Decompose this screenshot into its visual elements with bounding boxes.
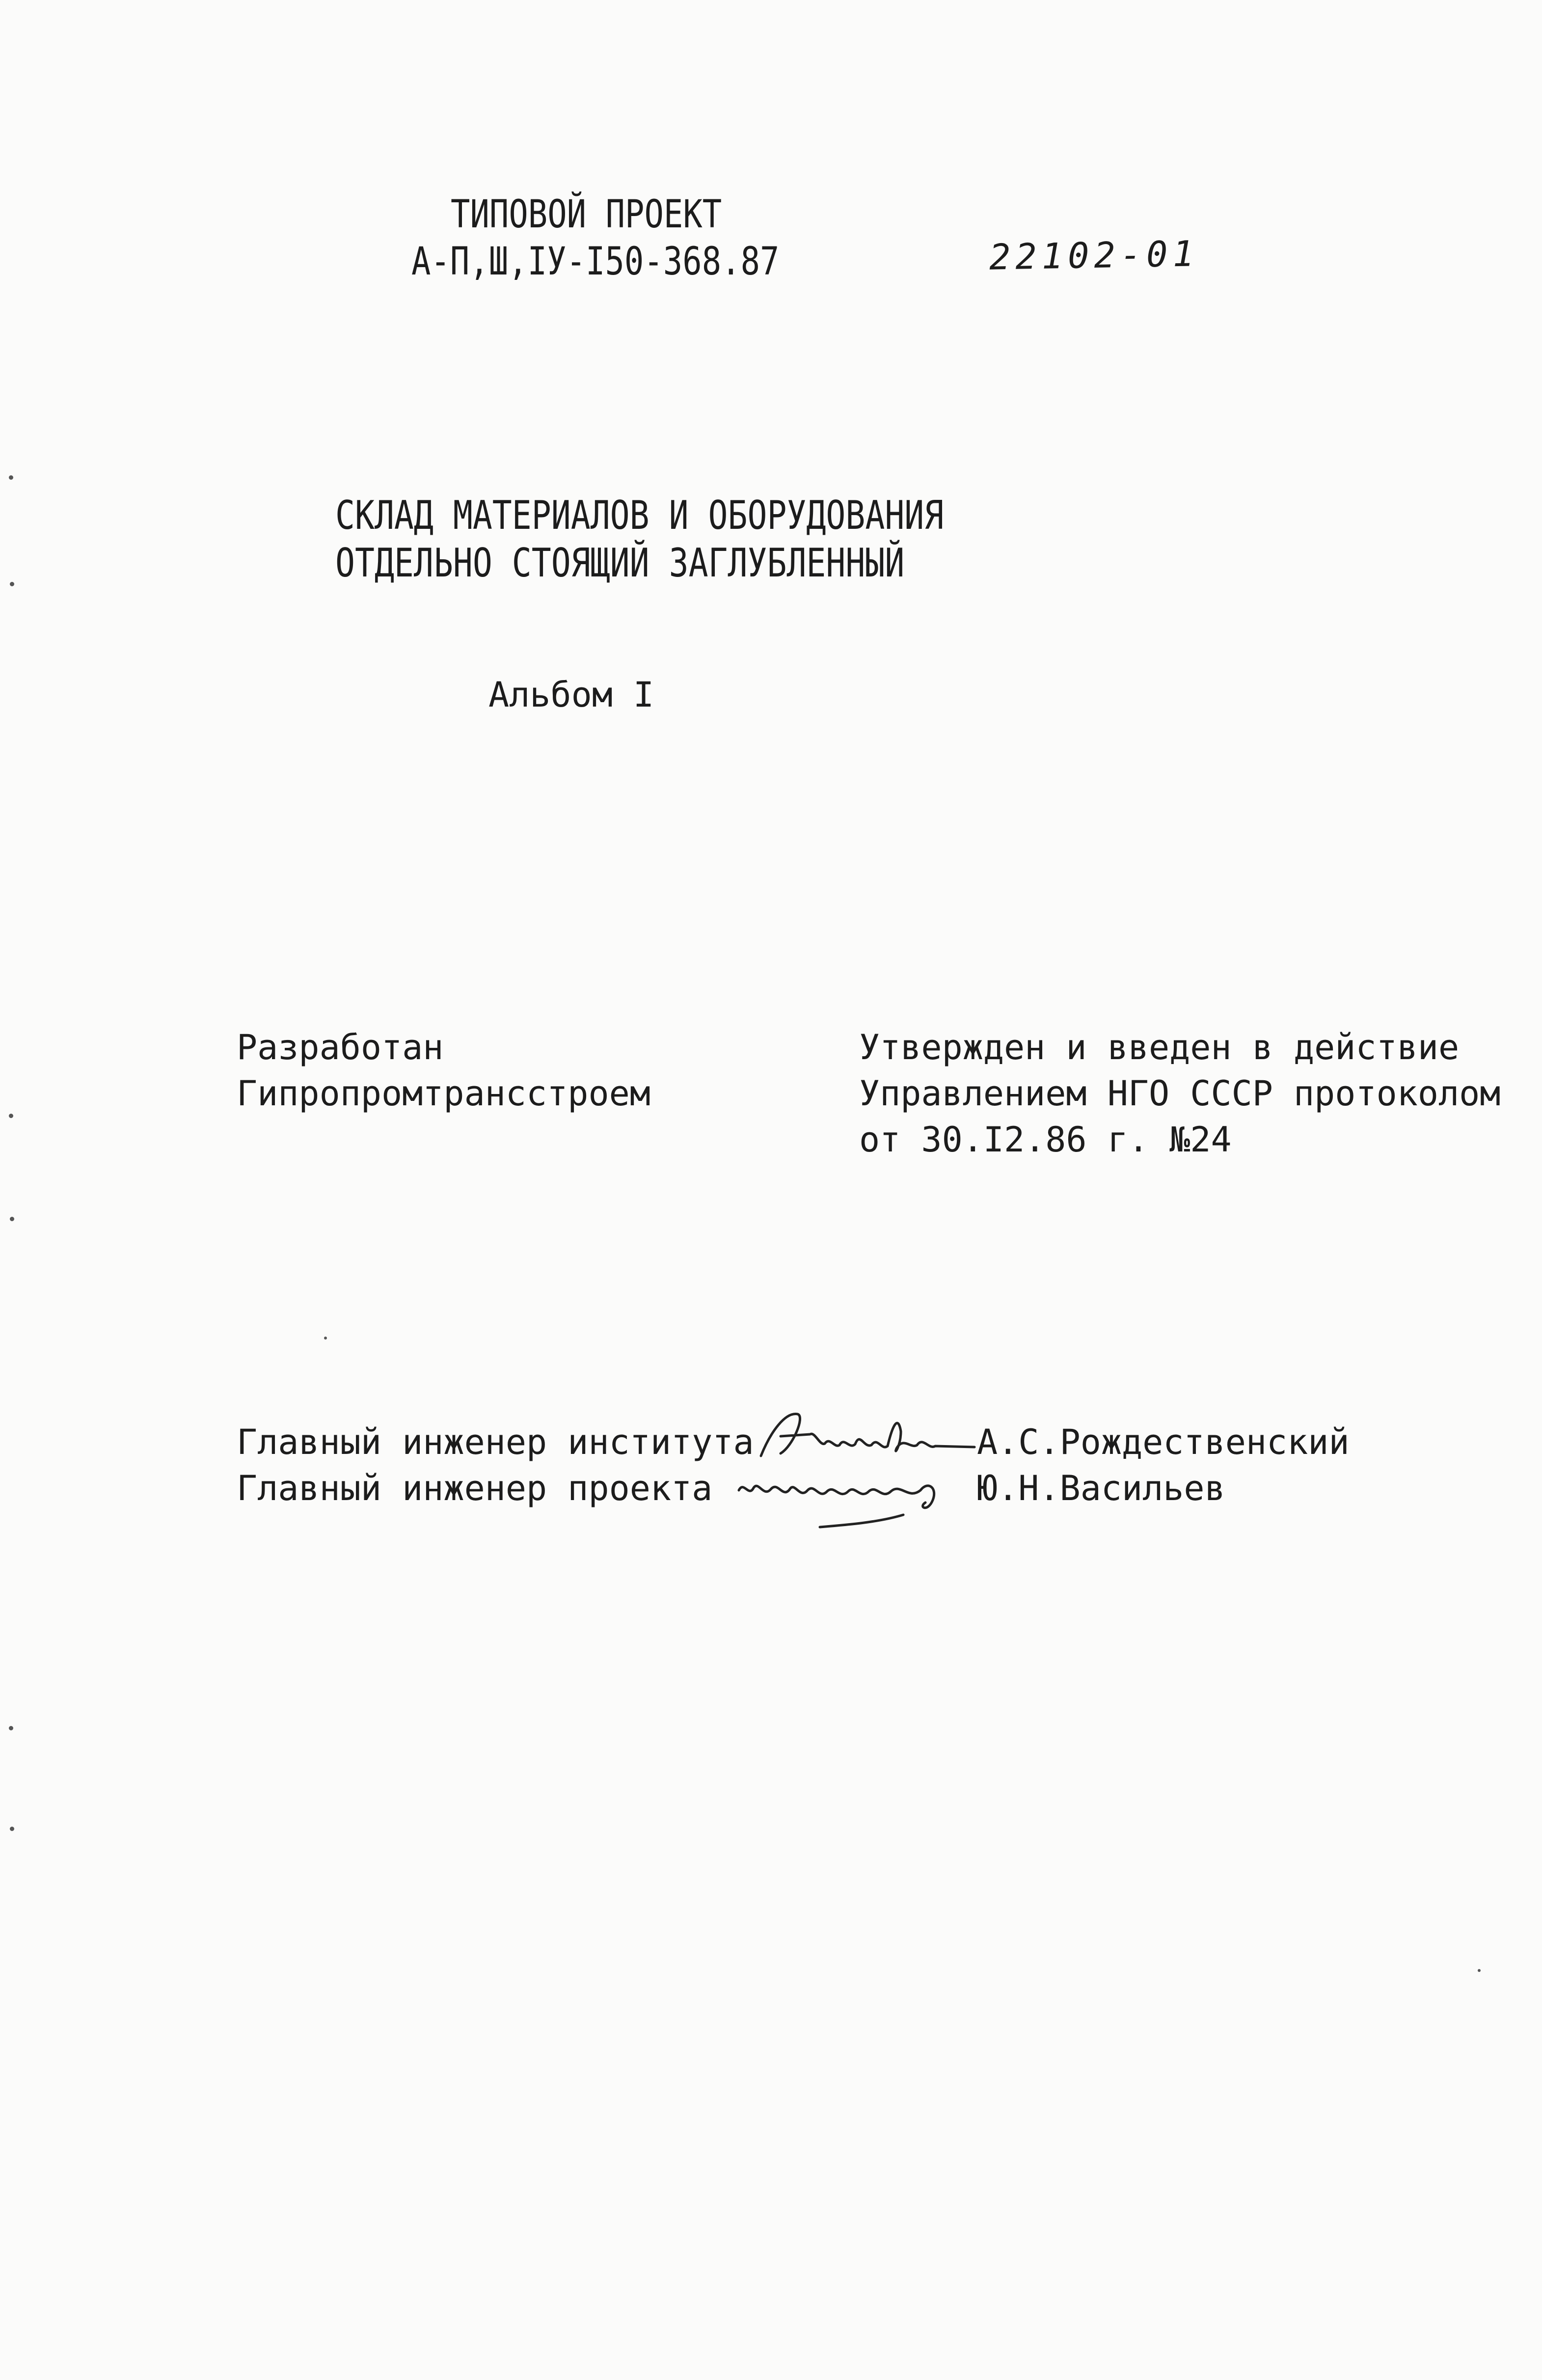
header-project-code: А-П,Ш,IУ-I50-368.87 (411, 240, 780, 284)
developer-line-2: Гипропромтрансстроем (237, 1073, 650, 1114)
scan-speck (1478, 1969, 1481, 1972)
title-line-1: СКЛАД МАТЕРИАЛОВ И ОБОРУДОВАНИЯ (335, 492, 944, 538)
scan-speck (10, 1827, 14, 1831)
scan-speck (9, 475, 13, 480)
title-line-2: ОТДЕЛЬНО СТОЯЩИЙ ЗАГЛУБЛЕННЫЙ (335, 540, 905, 586)
scan-speck (10, 1217, 14, 1221)
scan-speck (324, 1337, 327, 1340)
scan-speck (9, 1726, 13, 1730)
signature-role-2: Главный инженер проекта (237, 1468, 713, 1508)
signature-name-1: А.С.Рождественский (977, 1422, 1350, 1462)
signature-name-2: Ю.Н.Васильев (977, 1468, 1225, 1508)
header-project-type: ТИПОВОЙ ПРОЕКТ (451, 192, 722, 237)
inventory-number: 22102-01 (989, 233, 1199, 278)
developer-line-1: Разработан (237, 1027, 444, 1067)
scan-speck (10, 582, 14, 586)
album-label: Альбом I (488, 675, 654, 715)
scan-speck (9, 1114, 13, 1118)
handwritten-signature-1 (751, 1402, 982, 1466)
approval-line-3: от 30.I2.86 г. №24 (859, 1120, 1232, 1160)
signature-role-1: Главный инженер института (237, 1422, 754, 1462)
handwritten-signature-2 (731, 1461, 972, 1534)
approval-line-2: Управлением НГО СССР протоколом (859, 1073, 1501, 1114)
approval-line-1: Утвержден и введен в действие (859, 1027, 1460, 1067)
